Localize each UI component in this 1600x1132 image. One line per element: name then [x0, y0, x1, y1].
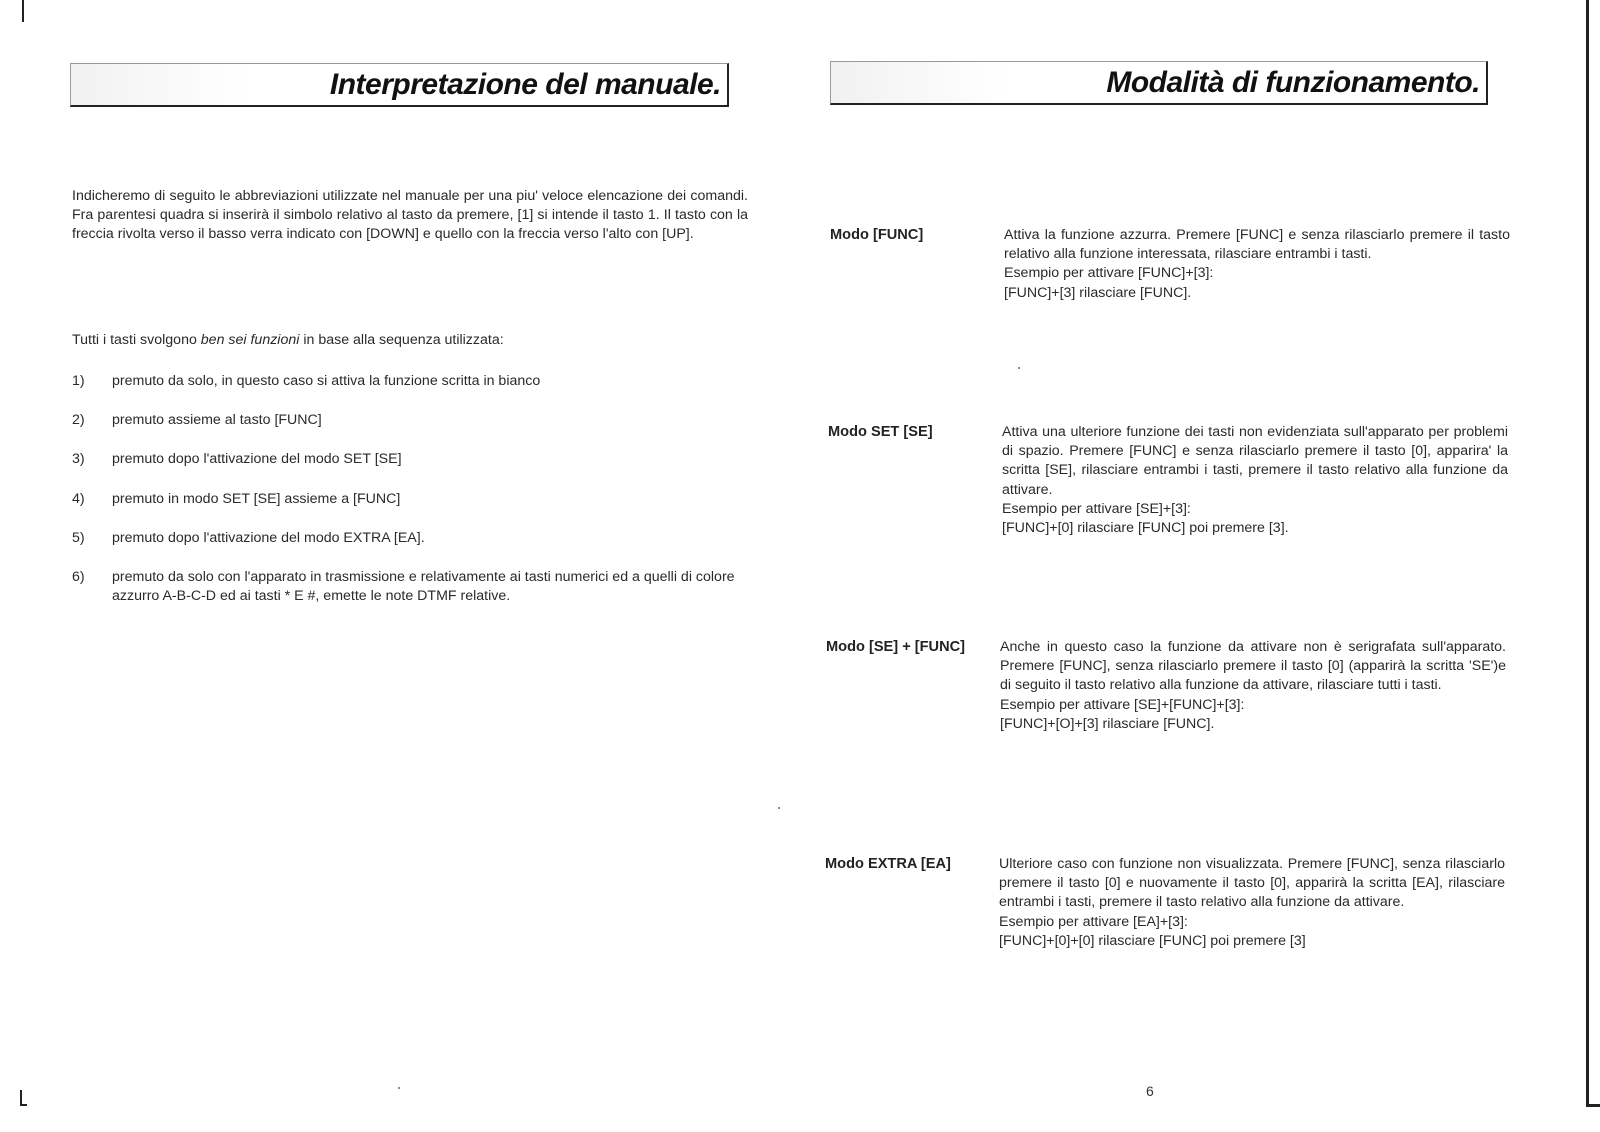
- mode-label: Modo EXTRA [EA]: [825, 856, 951, 872]
- list-item: 3) premuto dopo l'attivazione del modo SET [SE]: [72, 451, 402, 468]
- list-item: 2) premuto assieme al tasto [FUNC]: [72, 412, 322, 429]
- section-title: Interpretazione del manuale.: [329, 68, 721, 101]
- intro-paragraph: Indicheremo di seguito le abbreviazioni utilizzate nel manuale per una piu' veloce elencazione dei comandi. Fra parentesi quadra si inserirà il simbolo relativo al tasto da premere, [1] si intende il tasto 1. Il tasto con la freccia rivolta verso il basso verra indicato con [DOWN] e quello con la freccia verso l'alto con [UP].: [72, 188, 748, 243]
- page-number: 6: [1146, 1083, 1154, 1099]
- section-title: Modalità di funzionamento.: [1106, 66, 1480, 99]
- section-title-box: [830, 61, 1488, 105]
- mode-description: Attiva la funzione azzurra. Premere [FUNC] e senza rilasciarlo premere il tasto relativo alla funzione interessata, rilasciare entrambi i tasti. Esempio per attivare [FUNC]+[3]: [FUNC]+[3] rilasciare [FUNC].: [1004, 226, 1510, 303]
- mode-sequence: [FUNC]+[0] rilasciare [FUNC] poi premere [3].: [1002, 520, 1289, 537]
- list-item: 1) premuto da solo, in questo caso si attiva la funzione scritta in bianco: [72, 373, 541, 389]
- mode-sequence: [FUNC]+[O]+[3] rilasciare [FUNC].: [1000, 715, 1215, 732]
- list-item: 4) premuto in modo SET [SE] assieme a [FUNC]: [72, 490, 401, 507]
- mode-func: [830, 226, 1510, 303]
- mode-description: Anche in questo caso la funzione da attivare non è serigrafata sull'apparato. Premere [FUNC], senza rilasciarlo premere il tasto [0] (apparirà la scritta 'SE')e di seguito il tasto relativo alla funzione da attivare, rilasciare tutti i tasti. Esempio per attivare [SE]+[FUNC]+[3]: [FUNC]+[O]+[3] rilasciare [FUNC].: [1000, 638, 1506, 734]
- section-title-box: [70, 63, 729, 107]
- mode-example: Esempio per attivare [SE]+[3]:: [1002, 500, 1191, 517]
- mode-label: Modo [FUNC]: [830, 227, 924, 243]
- mode-sequence: [FUNC]+[3] rilasciare [FUNC].: [1004, 284, 1192, 301]
- mode-label: Modo [SE] + [FUNC]: [826, 639, 966, 655]
- left-page: [0, 0, 790, 1132]
- mode-extra: [825, 855, 1505, 951]
- mode-label: Modo SET [SE]: [828, 424, 933, 440]
- functions-intro: Tutti i tasti svolgono ben sei funzioni in base alla sequenza utilizzata:: [72, 332, 504, 348]
- mode-example: Esempio per attivare [SE]+[FUNC]+[3]:: [1000, 696, 1245, 713]
- function-list: [72, 372, 748, 626]
- mode-description: Attiva una ulteriore funzione dei tasti non evidenziata sull'apparato per problemi di spazio. Premere [FUNC] e senza rilasciarlo premere il tasto [0], apparira' la scritta [SE], rilasciare entrambi i tasti, premere il tasto relativo alla funzione da attivare. Esempio per attivare [SE]+[3]: [FUNC]+[0] rilasciare [FUNC] poi premere [3].: [1002, 423, 1508, 538]
- mode-description: Ulteriore caso con funzione non visualizzata. Premere [FUNC], senza rilasciarlo premere il tasto [0] e nuovamente il tasto [0], apparirà la scritta [EA], rilasciare entrambi i tasti, premere il tasto relativo alla funzione da attivare. Esempio per attivare [EA]+[3]: [FUNC]+[0]+[0] rilasciare [FUNC] poi premere [3]: [999, 855, 1505, 951]
- mode-set: [828, 423, 1508, 538]
- mode-sequence: [FUNC]+[0]+[0] rilasciare [FUNC] poi premere [3]: [999, 932, 1306, 949]
- mode-example: Esempio per attivare [FUNC]+[3]:: [1004, 265, 1214, 282]
- right-page: [790, 0, 1600, 1132]
- list-item: 5) premuto dopo l'attivazione del modo EXTRA [EA].: [72, 529, 425, 546]
- list-item: 6) premuto da solo con l'apparato in trasmissione e relativamente ai tasti numerici ed a quelli di colore azzurro A-B-C-D ed ai tasti * E #, emette le note DTMF relative.: [72, 569, 735, 605]
- mode-se-func: [826, 638, 1506, 734]
- mode-example: Esempio per attivare [EA]+[3]:: [999, 913, 1188, 930]
